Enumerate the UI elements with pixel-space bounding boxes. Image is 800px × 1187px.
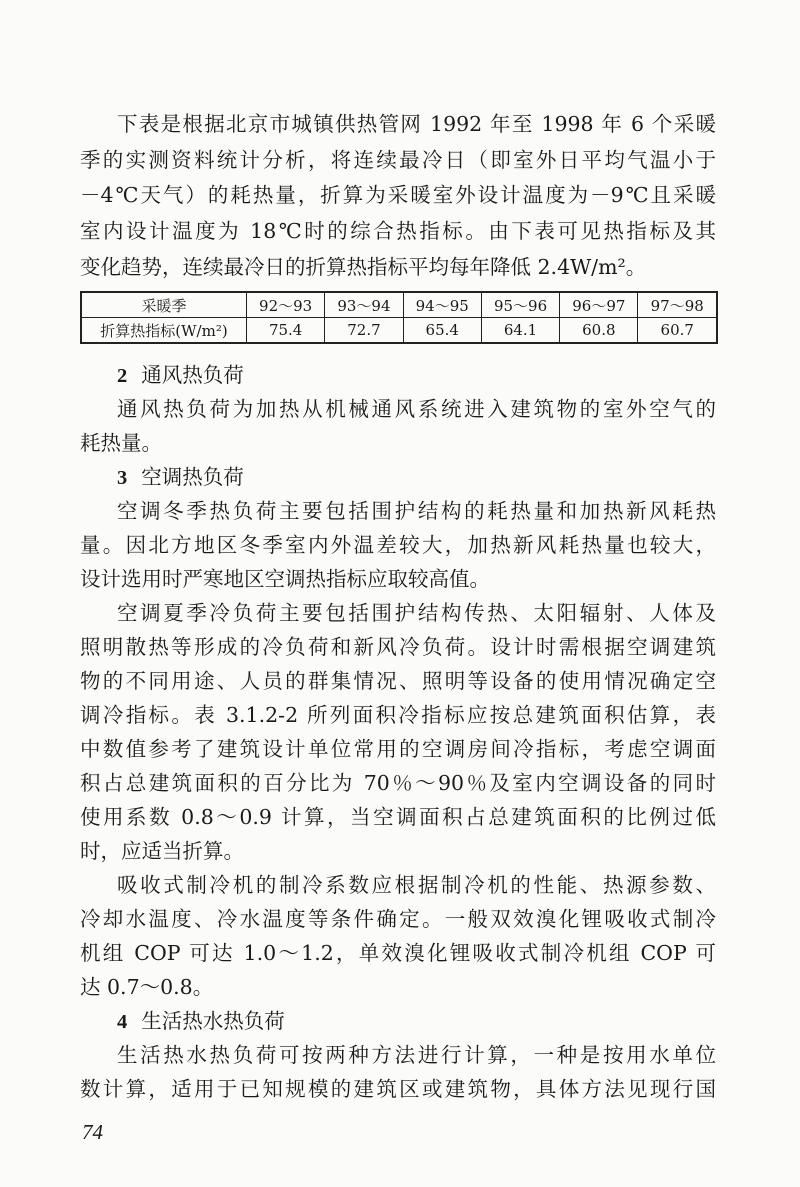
- text-line: 达 0.7～0.8。: [80, 975, 214, 1000]
- text-line: 空调夏季冷负荷主要包括围护结构传热、太阳辐射、人体及: [117, 601, 716, 626]
- section-title: 通风热负荷: [141, 363, 244, 388]
- text-line: 调冷指标。表 3.1.2-2 所列面积冷指标应按总建筑面积估算，表: [80, 703, 716, 728]
- section-title: 空调热负荷: [141, 465, 244, 490]
- text-line: 室内设计温度为 18℃时的综合热指标。由下表可见热指标及其: [80, 219, 716, 244]
- paragraph-ac-summer: [80, 596, 716, 868]
- section-title: 生活热水热负荷: [141, 1009, 285, 1034]
- section-heading-ventilation: [80, 358, 716, 392]
- text-line: 耗热量。: [80, 431, 162, 456]
- season-cell: 92～93: [247, 292, 325, 318]
- paragraph-ac-winter: [80, 494, 716, 596]
- value-cell: 64.1: [481, 318, 559, 344]
- section-number: 3: [117, 467, 128, 490]
- text-line: 机组 COP 可达 1.0～1.2，单效溴化锂吸收式制冷机组 COP 可: [80, 941, 716, 966]
- text-line: 空调冬季热负荷主要包括围护结构的耗热量和加热新风耗热: [117, 499, 716, 524]
- season-cell: 95～96: [481, 292, 559, 318]
- section-heading-ac: [80, 460, 716, 494]
- text-line: 变化趋势，连续最冷日的折算热指标平均每年降低 2.4W/m²。: [80, 254, 647, 279]
- season-cell: 94～95: [403, 292, 481, 318]
- text-line: 照明散热等形成的冷负荷和新风冷负荷。设计时需根据空调建筑: [80, 635, 716, 660]
- text-line: －4℃天气）的耗热量，折算为采暖室外设计温度为－9℃且采暖: [80, 183, 716, 208]
- season-cell: 97～98: [638, 292, 717, 318]
- text-line: 冷却水温度、冷水温度等条件确定。一般双效溴化锂吸收式制冷: [80, 907, 716, 932]
- section-number: 2: [117, 365, 128, 388]
- text-line: 中数值参考了建筑设计单位常用的空调房间冷指标，考虑空调面: [80, 737, 716, 762]
- text-line: 下表是根据北京市城镇供热管网 1992 年至 1998 年 6 个采暖: [117, 112, 716, 136]
- value-cell: 60.7: [638, 318, 717, 344]
- table-row: [81, 292, 717, 318]
- season-cell: 93～94: [325, 292, 403, 318]
- text-line: 数计算，适用于已知规模的建筑区或建筑物，具体方法见现行国: [80, 1077, 716, 1102]
- table-header-cell: 采暖季: [81, 292, 247, 318]
- text-line: 量。因北方地区冬季室内外温差较大，加热新风耗热量也较大，: [80, 533, 716, 558]
- season-cell: 96～97: [560, 292, 638, 318]
- text-line: 生活热水热负荷可按两种方法进行计算，一种是按用水单位: [117, 1043, 716, 1068]
- document-body: [80, 107, 716, 1106]
- section-number: 4: [117, 1011, 128, 1034]
- value-cell: 75.4: [247, 318, 325, 344]
- paragraph-absorption-chiller: [80, 868, 716, 1004]
- value-cell: 72.7: [325, 318, 403, 344]
- text-line: 物的不同用途、人员的群集情况、照明等设备的使用情况确定空: [80, 669, 716, 694]
- text-line: 时，应适当折算。: [80, 839, 244, 864]
- paragraph-heat-index: [80, 107, 716, 285]
- heat-index-table: [80, 291, 718, 344]
- text-line: 设计选用时严寒地区空调热指标应取较高值。: [80, 567, 490, 592]
- sections: [80, 358, 716, 1106]
- value-cell: 65.4: [403, 318, 481, 344]
- paragraph-ventilation: [80, 392, 716, 460]
- text-line: 使用系数 0.8～0.9 计算，当空调面积占总建筑面积的比例过低: [80, 805, 716, 830]
- paragraph-hot-water: [80, 1038, 716, 1106]
- page-number: 74: [82, 1120, 103, 1144]
- table-row: [81, 318, 717, 344]
- text-line: 积占总建筑面积的百分比为 70％～90％及室内空调设备的同时: [80, 771, 716, 796]
- text-line: 季的实测资料统计分析，将连续最冷日（即室外日平均气温小于: [80, 147, 716, 172]
- text-line: 通风热负荷为加热从机械通风系统进入建筑物的室外空气的: [117, 397, 716, 422]
- section-heading-hot-water: [80, 1004, 716, 1038]
- text-line: 吸收式制冷机的制冷系数应根据制冷机的性能、热源参数、: [117, 873, 716, 898]
- value-cell: 60.8: [560, 318, 638, 344]
- table-header-cell: 折算热指标(W/m²): [81, 318, 247, 344]
